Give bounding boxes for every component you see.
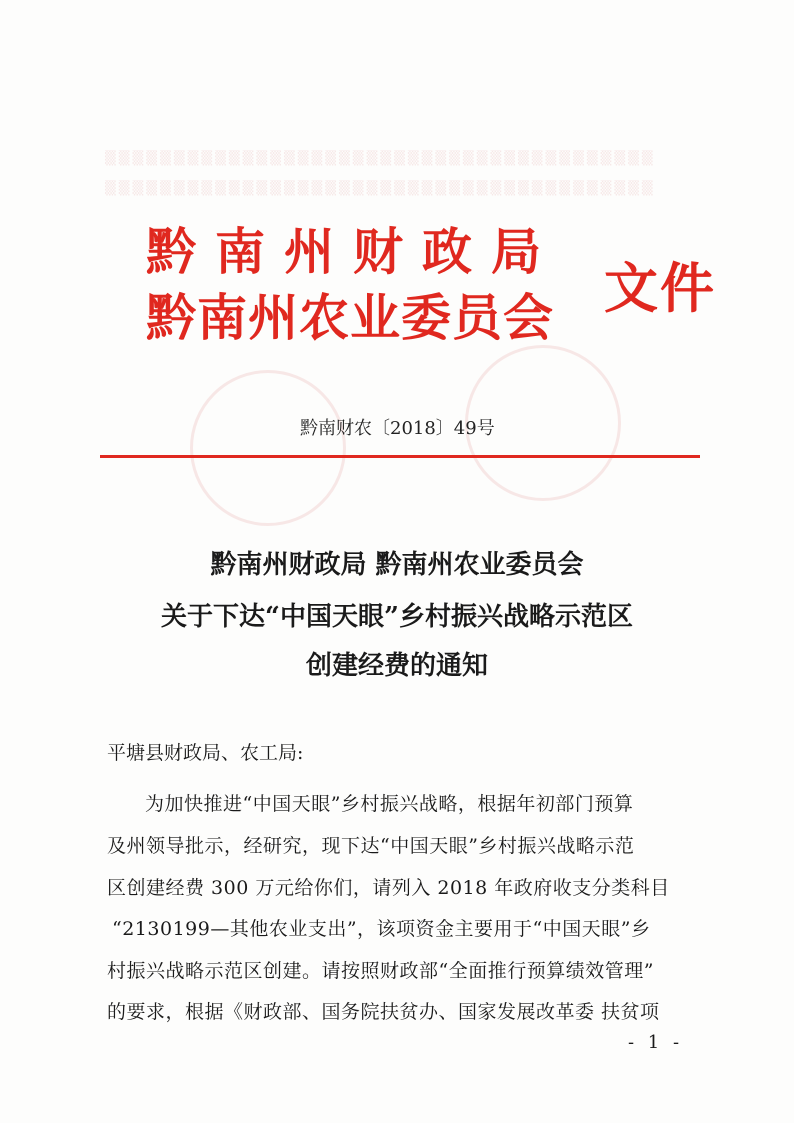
body-line: 及州领导批示，经研究，现下达“中国天眼”乡村振兴战略示范 bbox=[107, 835, 635, 857]
header-org-finance-bureau: 黔南州财政局 bbox=[146, 222, 560, 281]
header-org-agriculture-committee: 黔南州农业委员会 bbox=[146, 288, 554, 347]
body-line: 的要求，根据《财政部、国务院扶贫办、国家发展改革委 扶贫项 bbox=[107, 1001, 660, 1023]
title-line-1: 黔南州财政局 黔南州农业委员会 bbox=[210, 550, 584, 580]
body-line: 区创建经费 300 万元给你们，请列入 2018 年政府收支分类科目 bbox=[107, 877, 670, 899]
reverse-bleed-through: ▒▒▒▒▒▒▒▒▒▒▒▒▒▒▒▒▒▒▒▒▒▒▒▒▒▒▒▒▒▒▒▒▒▒▒▒▒▒▒▒ bbox=[105, 150, 656, 166]
reverse-seal-mark bbox=[190, 370, 346, 526]
reverse-bleed-through: ▒▒▒▒▒▒▒▒▒▒▒▒▒▒▒▒▒▒▒▒▒▒▒▒▒▒▒▒▒▒▒▒▒▒▒▒▒▒▒▒ bbox=[105, 180, 656, 196]
page-number: - 1 - bbox=[628, 1032, 684, 1053]
header-document-type: 文件 bbox=[604, 256, 716, 320]
body-line: 为加快推进“中国天眼”乡村振兴战略，根据年初部门预算 bbox=[145, 793, 634, 815]
body-line: 村振兴战略示范区创建。请按照财政部“全面推行预算绩效管理” bbox=[107, 960, 654, 982]
addressee: 平塘县财政局、农工局: bbox=[107, 742, 304, 764]
header-red-divider bbox=[100, 455, 700, 458]
body-line: “2130199—其他农业支出”，该项资金主要用于“中国天眼”乡 bbox=[112, 918, 651, 940]
title-line-3: 创建经费的通知 bbox=[305, 651, 488, 681]
title-line-2: 关于下达“中国天眼”乡村振兴战略示范区 bbox=[161, 602, 633, 632]
document-number: 黔南财农〔2018〕49号 bbox=[300, 418, 495, 439]
